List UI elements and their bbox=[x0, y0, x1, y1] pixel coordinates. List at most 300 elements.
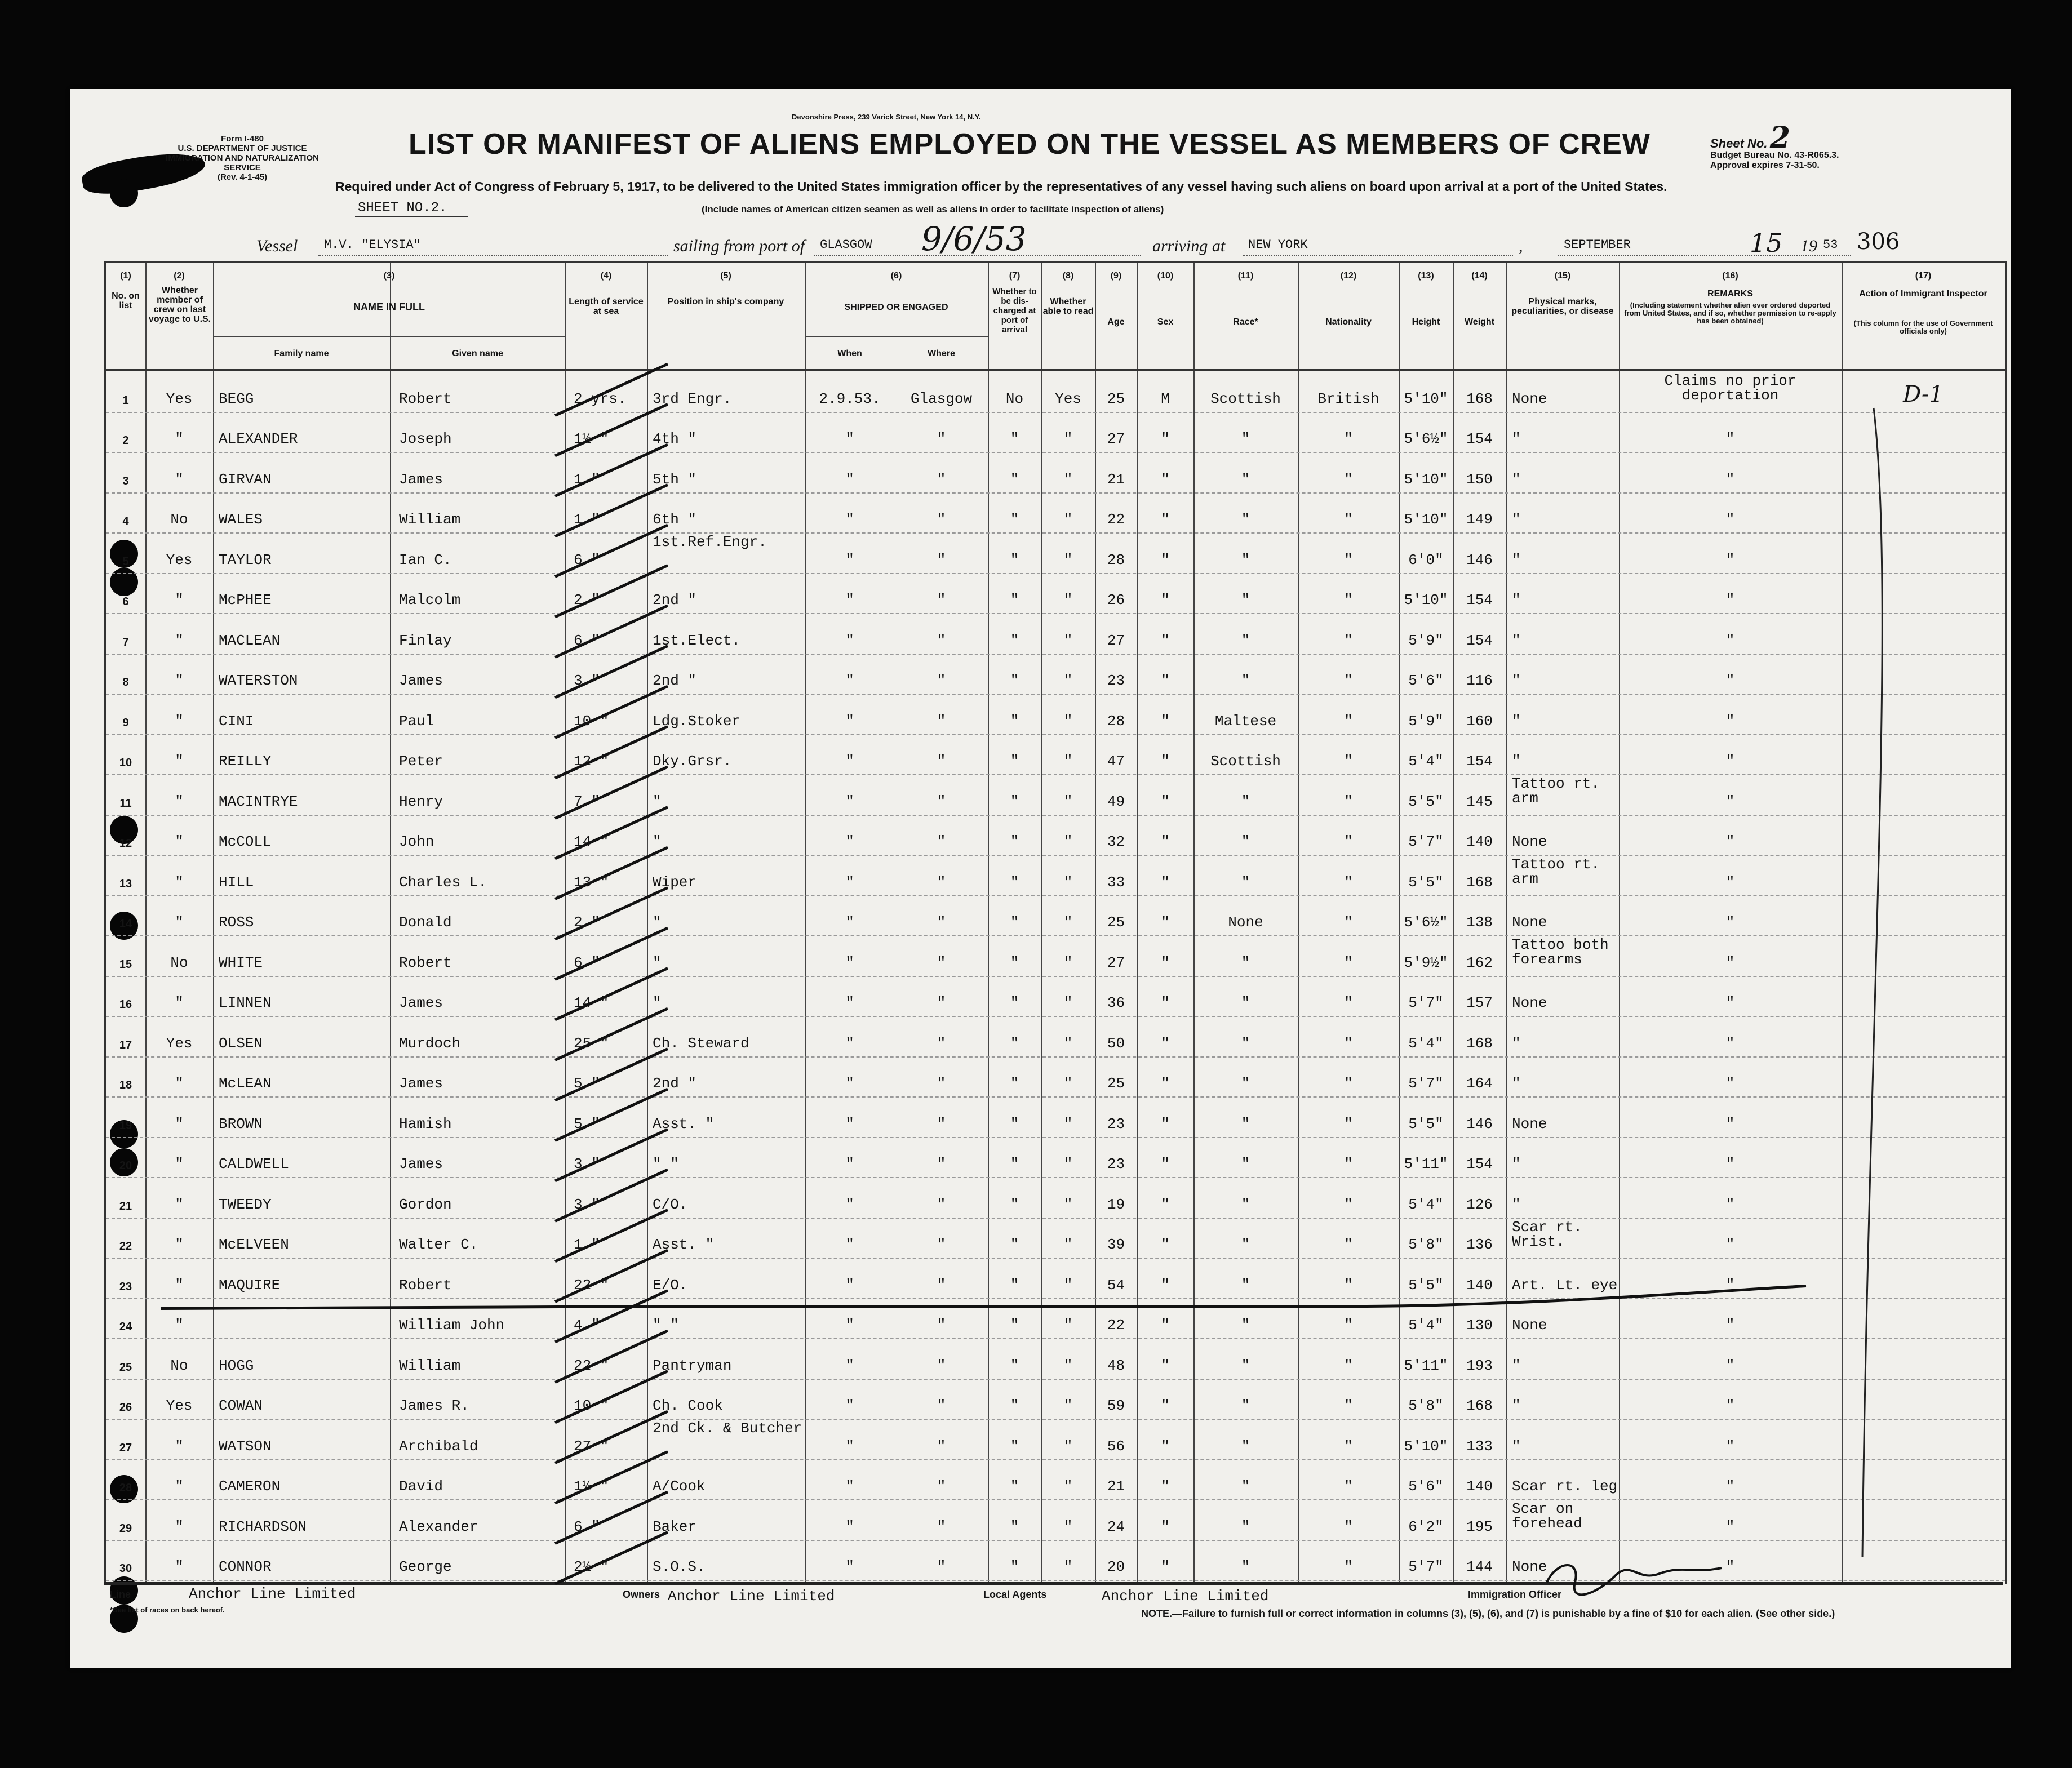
family-name-cell: WALES bbox=[219, 511, 263, 528]
age-cell: 54 bbox=[1107, 1276, 1125, 1294]
last-voyage-cell: " bbox=[175, 1075, 184, 1092]
remarks-cell: " bbox=[1725, 954, 1735, 971]
agents-value: Anchor Line Limited bbox=[1102, 1588, 1269, 1605]
header-position: Position in ship's company bbox=[667, 297, 784, 306]
sex-cell: " bbox=[1161, 1075, 1170, 1092]
remarks-cell: " bbox=[1725, 632, 1735, 649]
shipped-where-cell: " bbox=[937, 511, 946, 528]
able-to-read-cell: " bbox=[1063, 1276, 1073, 1294]
nationality-cell: " bbox=[1344, 632, 1353, 649]
physical-marks-cell: " bbox=[1512, 1357, 1521, 1374]
weight-cell: 130 bbox=[1466, 1317, 1493, 1334]
slash-mark bbox=[555, 847, 668, 899]
discharge-cell: " bbox=[1010, 470, 1019, 488]
discharge-cell: " bbox=[1010, 1115, 1019, 1132]
last-voyage-cell: " bbox=[175, 1558, 184, 1575]
row-number: 8 bbox=[122, 676, 129, 688]
age-cell: 27 bbox=[1107, 632, 1125, 649]
height-cell: 5'7" bbox=[1408, 1075, 1444, 1092]
slash-mark bbox=[555, 888, 668, 940]
shipped-where-cell: " bbox=[937, 1075, 946, 1092]
height-cell: 5'9" bbox=[1408, 632, 1444, 649]
physical-marks-cell: Art. Lt. eye bbox=[1512, 1276, 1618, 1294]
service-length-cell: 12 " bbox=[574, 753, 609, 770]
position-cell: C/O. bbox=[653, 1196, 688, 1213]
given-name-cell: Henry bbox=[399, 793, 443, 810]
shipped-when-cell: " bbox=[845, 954, 854, 971]
discharge-cell: " bbox=[1010, 1518, 1019, 1535]
able-to-read-cell: " bbox=[1063, 712, 1073, 730]
discharge-cell: " bbox=[1010, 833, 1019, 850]
given-name-cell: James R. bbox=[399, 1397, 469, 1414]
slash-mark bbox=[555, 606, 668, 658]
nationality-cell: " bbox=[1344, 1236, 1353, 1253]
slash-mark bbox=[555, 1452, 668, 1504]
position-cell: Ldg.Stoker bbox=[653, 712, 741, 730]
given-name-cell: David bbox=[399, 1478, 443, 1495]
nationality-cell: " bbox=[1344, 1558, 1353, 1575]
col-num: (4) bbox=[600, 271, 612, 281]
department: U.S. DEPARTMENT OF JUSTICE bbox=[178, 144, 307, 153]
age-cell: 50 bbox=[1107, 1034, 1125, 1052]
physical-marks-cell: Tattoo rt. arm bbox=[1512, 775, 1600, 807]
discharge-cell: " bbox=[1010, 1437, 1019, 1455]
race-cell: " bbox=[1241, 672, 1250, 689]
shipped-where-cell: " bbox=[937, 1558, 946, 1575]
slash-mark bbox=[555, 1331, 668, 1383]
shipped-when-cell: " bbox=[845, 551, 854, 568]
shipped-when-cell: " bbox=[845, 712, 854, 730]
age-cell: 48 bbox=[1107, 1357, 1125, 1374]
sex-cell: " bbox=[1161, 994, 1170, 1011]
remarks-cell: " bbox=[1725, 1518, 1735, 1535]
sex-cell: " bbox=[1161, 793, 1170, 810]
given-name-cell: Donald bbox=[399, 914, 452, 931]
header-nationality: Nationality bbox=[1325, 317, 1372, 327]
col-num: (8) bbox=[1062, 271, 1074, 281]
include-note: (Include names of American citizen seamen as well as aliens in order to facilitate inspection of aliens) bbox=[702, 204, 1164, 215]
age-cell: 19 bbox=[1107, 1196, 1125, 1213]
given-name-cell: Joseph bbox=[399, 430, 452, 447]
shipped-when-cell: " bbox=[845, 430, 854, 447]
sex-cell: " bbox=[1161, 1236, 1170, 1253]
sex-cell: " bbox=[1161, 914, 1170, 931]
shipped-when-cell: " bbox=[845, 793, 854, 810]
position-cell: " bbox=[653, 793, 662, 810]
family-name-cell: BEGG bbox=[219, 390, 254, 407]
age-cell: 23 bbox=[1107, 1115, 1125, 1132]
slash-mark bbox=[555, 1411, 668, 1463]
row-number: 27 bbox=[119, 1441, 132, 1454]
header-last-voyage: Whether member of crew on last voyage to U.S. bbox=[148, 286, 211, 324]
slash-mark bbox=[555, 1170, 668, 1221]
position-cell: Wiper bbox=[653, 873, 697, 891]
last-voyage-cell: " bbox=[175, 1437, 184, 1455]
able-to-read-cell: " bbox=[1063, 1156, 1073, 1172]
sex-cell: " bbox=[1161, 833, 1170, 850]
position-cell: " bbox=[653, 914, 662, 931]
sex-cell: " bbox=[1161, 1276, 1170, 1294]
col-num: (6) bbox=[890, 271, 902, 281]
service-length-cell: 1 " bbox=[574, 511, 600, 528]
discharge-cell: " bbox=[1010, 914, 1019, 931]
given-name-cell: Malcolm bbox=[399, 592, 461, 608]
shipped-where-cell: " bbox=[937, 793, 946, 810]
position-cell: Ch. Steward bbox=[653, 1034, 749, 1052]
header-inspector-note: (This column for the use of Government officials only) bbox=[1853, 319, 1993, 335]
shipped-where-cell: " bbox=[937, 1437, 946, 1455]
able-to-read-cell: " bbox=[1063, 833, 1073, 850]
race-cell: " bbox=[1241, 1196, 1250, 1213]
height-cell: 5'4" bbox=[1408, 1034, 1444, 1052]
remarks-cell: " bbox=[1725, 1196, 1735, 1213]
sex-cell: " bbox=[1161, 1317, 1170, 1334]
able-to-read-cell: " bbox=[1063, 873, 1073, 891]
service-length-cell: 10 " bbox=[574, 712, 609, 730]
remarks-cell: " bbox=[1725, 1034, 1735, 1052]
family-name-cell: McELVEEN bbox=[219, 1236, 289, 1253]
race-cell: " bbox=[1241, 1478, 1250, 1495]
remarks-cell: " bbox=[1725, 994, 1735, 1011]
race-cell: " bbox=[1241, 954, 1250, 971]
age-cell: 36 bbox=[1107, 994, 1125, 1011]
service-length-cell: 22 " bbox=[574, 1276, 609, 1294]
remarks-cell: " bbox=[1725, 470, 1735, 488]
last-voyage-cell: " bbox=[175, 1236, 184, 1253]
discharge-cell: " bbox=[1010, 994, 1019, 1011]
position-cell: Pantryman bbox=[653, 1357, 732, 1374]
header-able-to-read: Whether able to read bbox=[1042, 297, 1094, 316]
age-cell: 27 bbox=[1107, 430, 1125, 447]
service-length-cell: 1 " bbox=[574, 1236, 600, 1253]
discharge-cell: " bbox=[1010, 1478, 1019, 1495]
inspector-bracket-line bbox=[1862, 408, 1882, 1557]
header-sex: Sex bbox=[1157, 317, 1174, 327]
height-cell: 5'5" bbox=[1408, 793, 1444, 810]
shipped-where-cell: " bbox=[937, 551, 946, 568]
document-title: LIST OR MANIFEST OF ALIENS EMPLOYED ON THE VESSEL AS MEMBERS OF CREW bbox=[409, 128, 1650, 161]
able-to-read-cell: " bbox=[1063, 1437, 1073, 1455]
height-cell: 5'7" bbox=[1408, 1558, 1444, 1575]
height-cell: 5'8" bbox=[1408, 1236, 1444, 1253]
remarks-cell: " bbox=[1725, 1236, 1735, 1253]
position-cell: E/O. bbox=[653, 1276, 688, 1294]
col-num: (13) bbox=[1418, 271, 1434, 281]
physical-marks-cell: Tattoo both forearms bbox=[1512, 936, 1609, 968]
shipped-where-cell: Glasgow bbox=[910, 390, 973, 407]
departure-port: GLASGOW bbox=[820, 238, 872, 252]
age-cell: 47 bbox=[1107, 753, 1125, 770]
race-cell: " bbox=[1241, 793, 1250, 810]
discharge-cell: " bbox=[1010, 1558, 1019, 1575]
col-num: (10) bbox=[1157, 271, 1174, 281]
given-name-cell: Gordon bbox=[399, 1196, 452, 1213]
able-to-read-cell: " bbox=[1063, 793, 1073, 810]
age-cell: 21 bbox=[1107, 470, 1125, 488]
family-name-cell: ALEXANDER bbox=[219, 430, 298, 447]
physical-marks-cell: " bbox=[1512, 1075, 1521, 1092]
race-cell: " bbox=[1241, 1518, 1250, 1535]
weight-cell: 138 bbox=[1466, 914, 1493, 931]
last-voyage-cell: No bbox=[170, 954, 188, 971]
page-number: 306 bbox=[1857, 229, 1900, 255]
position-cell: 2nd " bbox=[653, 1075, 697, 1092]
race-cell: " bbox=[1241, 1357, 1250, 1374]
race-cell: " bbox=[1241, 592, 1250, 608]
last-voyage-cell: No bbox=[170, 1357, 188, 1374]
last-voyage-cell: " bbox=[175, 1196, 184, 1213]
race-cell: " bbox=[1241, 632, 1250, 649]
height-cell: 5'6½" bbox=[1404, 914, 1448, 931]
arrival-port: NEW YORK bbox=[1248, 238, 1308, 252]
sex-cell: " bbox=[1161, 672, 1170, 689]
remarks-cell: " bbox=[1725, 1357, 1735, 1374]
remarks-cell: " bbox=[1725, 1558, 1735, 1575]
family-name-cell: McPHEE bbox=[219, 592, 272, 608]
age-cell: 22 bbox=[1107, 511, 1125, 528]
last-voyage-cell: Yes bbox=[166, 551, 193, 568]
age-cell: 27 bbox=[1107, 954, 1125, 971]
last-voyage-cell: " bbox=[175, 672, 184, 689]
service-length-cell: 6 " bbox=[574, 954, 600, 971]
arriving-label: arriving at bbox=[1152, 237, 1226, 255]
service-length-cell: 3 " bbox=[574, 1196, 600, 1213]
sex-cell: " bbox=[1161, 1034, 1170, 1052]
sex-cell: " bbox=[1161, 1115, 1170, 1132]
sex-cell: " bbox=[1161, 1437, 1170, 1455]
height-cell: 5'6" bbox=[1408, 672, 1444, 689]
position-cell: 2nd " bbox=[653, 592, 697, 608]
position-cell: " " bbox=[653, 1156, 679, 1172]
physical-marks-cell: " bbox=[1512, 430, 1521, 447]
sex-cell: " bbox=[1161, 632, 1170, 649]
shipped-where-cell: " bbox=[937, 994, 946, 1011]
last-voyage-cell: Yes bbox=[166, 390, 193, 407]
penalty-note: NOTE.—Failure to furnish full or correct information in columns (3), (5), (6), and (7) is punishable by a fine of $10 for each alien. (See other side.) bbox=[1141, 1608, 1835, 1619]
nationality-cell: " bbox=[1344, 873, 1353, 891]
family-name-cell: CAMERON bbox=[219, 1478, 281, 1495]
given-name-cell: Finlay bbox=[399, 632, 452, 649]
physical-marks-cell: " bbox=[1512, 470, 1521, 488]
family-name-cell: McCOLL bbox=[219, 833, 272, 850]
able-to-read-cell: " bbox=[1063, 511, 1073, 528]
col-num: (15) bbox=[1554, 271, 1571, 281]
age-cell: 56 bbox=[1107, 1437, 1125, 1455]
family-name-cell: CALDWELL bbox=[219, 1156, 289, 1172]
weight-cell: 116 bbox=[1466, 672, 1493, 689]
last-voyage-cell: " bbox=[175, 592, 184, 608]
able-to-read-cell: " bbox=[1063, 1236, 1073, 1253]
family-name-cell: HILL bbox=[219, 873, 254, 891]
shipped-where-cell: " bbox=[937, 1115, 946, 1132]
discharge-cell: " bbox=[1010, 873, 1019, 891]
family-name-cell: REILLY bbox=[219, 753, 272, 770]
able-to-read-cell: " bbox=[1063, 753, 1073, 770]
nationality-cell: " bbox=[1344, 1317, 1353, 1334]
remarks-cell: " bbox=[1725, 712, 1735, 730]
owners-value: Anchor Line Limited bbox=[668, 1588, 835, 1605]
slash-mark bbox=[555, 1089, 668, 1141]
weight-cell: 168 bbox=[1466, 1397, 1493, 1414]
slash-mark bbox=[555, 566, 668, 618]
col-num: (17) bbox=[1915, 271, 1932, 281]
last-voyage-cell: " bbox=[175, 793, 184, 810]
remarks-cell: " bbox=[1725, 1276, 1735, 1294]
remarks-cell: " bbox=[1725, 672, 1735, 689]
slash-mark bbox=[555, 1049, 668, 1101]
sailing-label: sailing from port of bbox=[673, 237, 805, 255]
position-cell: " bbox=[653, 954, 662, 971]
weight-cell: 160 bbox=[1466, 712, 1493, 730]
act-statement: Required under Act of Congress of February 5, 1917, to be delivered to the United States immigration officer by the representatives of any vessel having such aliens on board upon arrival at a port of the United States. bbox=[335, 179, 1667, 194]
weight-cell: 195 bbox=[1466, 1518, 1493, 1535]
race-cell: " bbox=[1241, 551, 1250, 568]
able-to-read-cell: " bbox=[1063, 1558, 1073, 1575]
slash-mark bbox=[555, 485, 668, 537]
physical-marks-cell: None bbox=[1512, 914, 1547, 931]
row-number: 18 bbox=[119, 1079, 132, 1091]
weight-cell: 168 bbox=[1466, 1034, 1493, 1052]
shipped-where-cell: " bbox=[937, 1276, 946, 1294]
shipped-where-cell: " bbox=[937, 712, 946, 730]
physical-marks-cell: " bbox=[1512, 753, 1521, 770]
weight-cell: 150 bbox=[1466, 470, 1493, 488]
race-cell: " bbox=[1241, 430, 1250, 447]
race-cell: " bbox=[1241, 1437, 1250, 1455]
officer-label: Immigration Officer bbox=[1468, 1589, 1562, 1600]
col-num: (12) bbox=[1340, 271, 1357, 281]
remarks-cell: " bbox=[1725, 1478, 1735, 1495]
header-given-name: Given name bbox=[452, 349, 503, 358]
col-num: (1) bbox=[120, 271, 131, 281]
nationality-cell: " bbox=[1344, 1156, 1353, 1172]
nationality-cell: " bbox=[1344, 1034, 1353, 1052]
last-voyage-cell: Yes bbox=[166, 1397, 193, 1414]
slash-mark bbox=[555, 767, 668, 819]
shipped-when-cell: " bbox=[845, 914, 854, 931]
discharge-cell: " bbox=[1010, 632, 1019, 649]
header-height: Height bbox=[1412, 317, 1440, 327]
age-cell: 20 bbox=[1107, 1558, 1125, 1575]
revision: (Rev. 4-1-45) bbox=[217, 172, 268, 182]
form-number: Form I-480 bbox=[221, 134, 264, 144]
nationality-cell: " bbox=[1344, 1397, 1353, 1414]
discharge-cell: " bbox=[1010, 430, 1019, 447]
remarks-cell: " bbox=[1725, 1397, 1735, 1414]
given-name-cell: James bbox=[399, 994, 443, 1011]
line-value: Anchor Line Limited bbox=[189, 1585, 356, 1602]
cross-out-line bbox=[161, 1286, 1806, 1309]
family-name-cell: MACLEAN bbox=[219, 632, 281, 649]
able-to-read-cell: " bbox=[1063, 1397, 1073, 1414]
shipped-where-cell: " bbox=[937, 1397, 946, 1414]
service-length-cell: 4 " bbox=[574, 1317, 600, 1334]
age-cell: 21 bbox=[1107, 1478, 1125, 1495]
sex-cell: " bbox=[1161, 551, 1170, 568]
position-cell: " " bbox=[653, 1317, 679, 1334]
shipped-when-cell: " bbox=[845, 1075, 854, 1092]
row-number: 13 bbox=[119, 877, 132, 890]
slash-mark bbox=[555, 405, 668, 456]
discharge-cell: No bbox=[1005, 390, 1024, 407]
height-cell: 5'11" bbox=[1404, 1156, 1448, 1172]
family-name-cell: OLSEN bbox=[219, 1034, 263, 1052]
shipped-when-cell: " bbox=[845, 632, 854, 649]
given-name-cell: James bbox=[399, 470, 443, 488]
slash-mark bbox=[555, 1210, 668, 1262]
last-voyage-cell: " bbox=[175, 712, 184, 730]
header-remarks-note: (Including statement whether alien ever ordered deported from United States, and if so, whether permission to re-apply has been obtained) bbox=[1624, 301, 1836, 325]
height-cell: 5'10" bbox=[1404, 592, 1448, 608]
budget-number: Budget Bureau No. 43-R065.3. bbox=[1710, 150, 1839, 160]
position-cell: 4th " bbox=[653, 430, 697, 447]
row-number: 17 bbox=[119, 1038, 132, 1051]
col-num: (9) bbox=[1110, 271, 1122, 281]
shipped-when-cell: " bbox=[845, 511, 854, 528]
physical-marks-cell: " bbox=[1512, 672, 1521, 689]
sex-cell: M bbox=[1161, 390, 1170, 407]
height-cell: 5'6" bbox=[1408, 1478, 1444, 1495]
shipped-when-cell: " bbox=[845, 672, 854, 689]
given-name-cell: James bbox=[399, 1156, 443, 1172]
weight-cell: 146 bbox=[1466, 551, 1493, 568]
nationality-cell: " bbox=[1344, 1196, 1353, 1213]
col-num: (14) bbox=[1471, 271, 1488, 281]
nationality-cell: " bbox=[1344, 914, 1353, 931]
row-number: 14 bbox=[119, 918, 132, 930]
physical-marks-cell: " bbox=[1512, 592, 1521, 608]
position-cell: Ch. Cook bbox=[653, 1397, 723, 1414]
physical-marks-cell: " bbox=[1512, 551, 1521, 568]
physical-marks-cell: None bbox=[1512, 390, 1547, 407]
physical-marks-cell: None bbox=[1512, 1317, 1547, 1334]
given-name-cell: James bbox=[399, 672, 443, 689]
age-cell: 25 bbox=[1107, 390, 1125, 407]
race-cell: " bbox=[1241, 994, 1250, 1011]
row-number: 1 bbox=[122, 394, 129, 407]
discharge-cell: " bbox=[1010, 1317, 1019, 1334]
age-cell: 28 bbox=[1107, 551, 1125, 568]
shipped-when-cell: " bbox=[845, 1518, 854, 1535]
shipped-where-cell: " bbox=[937, 954, 946, 971]
height-cell: 5'10" bbox=[1404, 1437, 1448, 1455]
col-num: (3) bbox=[383, 271, 395, 281]
printer-line: Devonshire Press, 239 Varick Street, New York 14, N.Y. bbox=[792, 113, 981, 121]
discharge-cell: " bbox=[1010, 1196, 1019, 1213]
shipped-when-cell: " bbox=[845, 592, 854, 608]
row-number: 29 bbox=[119, 1522, 132, 1535]
shipped-when-cell: " bbox=[845, 1357, 854, 1374]
remarks-cell: Claims no prior deportation bbox=[1664, 372, 1796, 404]
weight-cell: 168 bbox=[1466, 873, 1493, 891]
position-cell: Asst. " bbox=[653, 1236, 715, 1253]
inspector-action-cell: D-1 bbox=[1903, 381, 1944, 407]
weight-cell: 126 bbox=[1466, 1196, 1493, 1213]
col-num: (16) bbox=[1722, 271, 1738, 281]
service: IMMIGRATION AND NATURALIZATION SERVICE bbox=[166, 153, 319, 172]
shipped-where-cell: " bbox=[937, 753, 946, 770]
sex-cell: " bbox=[1161, 430, 1170, 447]
remarks-cell: " bbox=[1725, 592, 1735, 608]
remarks-cell: " bbox=[1725, 753, 1735, 770]
service-length-cell: 2 yrs. bbox=[574, 390, 627, 407]
able-to-read-cell: " bbox=[1063, 914, 1073, 931]
last-voyage-cell: " bbox=[175, 833, 184, 850]
handwritten-marks bbox=[70, 89, 2011, 1668]
weight-cell: 154 bbox=[1466, 632, 1493, 649]
height-cell: 6'0" bbox=[1408, 551, 1444, 568]
family-name-cell: COWAN bbox=[219, 1397, 263, 1414]
